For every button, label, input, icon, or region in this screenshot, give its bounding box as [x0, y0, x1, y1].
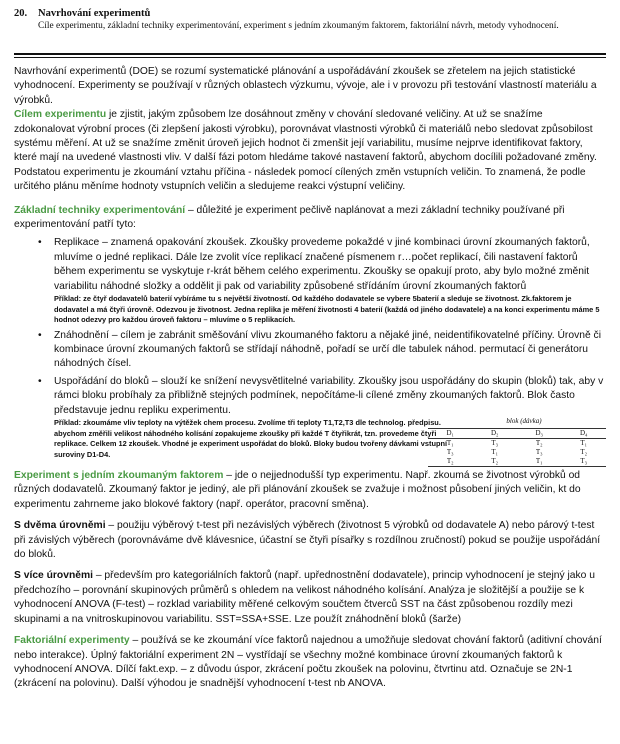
two-levels-paragraph [14, 519, 606, 562]
replication-example: Příklad: ze čtyř dodavatelů baterií vybíráme tu s největší životností. Od každého dodavatele se vybere 5baterií a sleduje se životnost. Zk.faktorem je dodavatel a má čtyři úrovně. Odezvou je životnost. Jedna replika je měření životnosti 4 baterií (každá od jiného dodavatele) a na konci experimentu máme 5 hodnot odezvy pro každou úroveň faktoru – mluvíme o 5 replikacích. [54, 294, 600, 325]
blocking-example-wrap [54, 417, 606, 466]
single-factor-paragraph [14, 469, 606, 512]
replication-text: Replikace – znamená opakování zkoušek. Zkoušky provedeme pokaždé v jiné kombinaci úrovní zkoumaných faktorů, mluvíme o jedné replikaci. Dále lze zvolit více replikací značené písmenem r…počet replikací, čili nastavení faktorů během experimentu se vyskytuje r-krát během celého experimentu. Zkoušky se opakují proto, aby bylo možné změnit variabilitu náhodné složky a oddělit ji pak od variability způsobené střídáním úrovní zkoumaných faktorů [54, 237, 590, 292]
table-cell: T₃ [446, 448, 454, 457]
header-title-row [14, 8, 606, 19]
randomization-text: Znáhodnění – cílem je zabránit směšování vlivu zkoumaného faktoru a nějaké jiné, neidentifikovatelné příčiny. Úrovně či kombinace úrovní zkoumaných faktorů se střídají náhodně, pořadí se určí dle tabulek náhod. permutací či generátoru náhodných čísel. [54, 329, 601, 370]
table-cell: T₂ [580, 448, 588, 457]
table-cell: T₂ [428, 457, 473, 467]
list-item-replication [14, 236, 606, 325]
section-subtitle: Cíle experimentu, základní techniky experimentování, experiment s jedním zkoumaným faktorem, faktoriální návrh, metody vyhodnocení. [38, 21, 559, 31]
blocking-text: Uspořádání do bloků – slouží ke snížení nevysvětlitelné variability. Zkoušky jsou uspořádány do skupin (bloků) tak, aby v rámci bloku probíhaly za přibližně stejných podmínek, nepočítáme-li cílené změny zkoumaných faktorů. Blok často představuje jednu repliku experimentu. [54, 375, 604, 416]
table-cell: T₃ [491, 439, 499, 448]
single-factor-text: – jde o nejjednodušší typ experimentu. Např. zkoumá se životnost výrobků od různých dodavatelů. Zkoumaný faktor je jediný, ale při plánování zkoušek se zvažuje i možnost působení jiných veličin, kt do experimentu zahrneme jako blokové faktory (např. operátor, pracovní směna). [14, 470, 581, 510]
table-header-cell: D₄ [562, 429, 607, 439]
more-levels-paragraph [14, 569, 606, 627]
more-levels-text: – především pro kategoriálních faktorů (např. upřednostnění dodavatele), princip vyhodnocení je stejný jako u předchozího – porovnání skupinových průměrů s ohledem na velikost náhodného kolísání. Analýza je složitější a použije se k vyhodnocení ANOVA (F-test) – rozklad variability měřené celkovým součtem čtverců SST na část způsobenou rozdíly mezi skupinami a na vnitroskupinovou variabilitu. SST=SSA+SSE. Lze použít znáhodnění bloků (šarže) [14, 570, 595, 625]
table-row [428, 457, 606, 467]
list-item-randomization [14, 329, 606, 372]
table-cell: T₂ [535, 439, 543, 448]
table-row [428, 439, 606, 449]
factorial-label: Faktoriální experimenty [14, 635, 130, 647]
more-levels-label: S více úrovněmi [14, 570, 93, 582]
document-body [14, 65, 606, 692]
bullet-icon: • [38, 329, 42, 341]
table-cell: T₁ [580, 439, 588, 448]
bullet-icon: • [38, 375, 42, 387]
table-cell: T₁ [491, 448, 499, 457]
table-cell: T₃ [562, 457, 607, 467]
section-number: 20. [14, 8, 28, 19]
factorial-text: – používá se ke zkoumání více faktorů najednou a umožňuje sledovat chování faktorů (aditivní chování nebo interakce). Úplný faktoriální experiment 2N – vystřídají se všechny možné kombinace úrovní zkoumaných faktorů k vyhodnocení ANOVA. Dílčí fakt.exp. – z důvodu úspor, zkrácení počtu zkoušek na polovinu, čtvrtinu atd. Označuje se 2N-1 (zkrácení na polovinu). Další výhodou je snadnější vyhodnocení t-test nb ANOVA. [14, 635, 602, 690]
techniques-label: Základní techniky experimentování [14, 204, 186, 216]
table-row [428, 429, 606, 439]
factorial-paragraph [14, 634, 606, 692]
header-rule [14, 53, 606, 58]
goal-label: Cílem experimentu [14, 109, 107, 121]
block-table-grid [428, 428, 606, 467]
table-cell: T₁ [446, 439, 454, 448]
goal-text: je zjistit, jakým způsobem lze dosáhnout změny v chování sledované veličiny. At už se snažíme zdokonalovat výrobní proces (či zlepšení jakosti výrobku), porovnávat vlastnosti výrobků či materiálů nebo sledovat způsobilost systému měření. At už se snažíme změnit úroveň jejich hodnot či zmenšit její variabilitu, musíme nejprve identifikovat faktory, které mají na uvedené vlastnosti vliv. V další fázi potom hledáme takové nastavení faktorů, abychom docílili požadované změny. [14, 109, 597, 164]
techniques-paragraph [14, 204, 606, 233]
blocking-example: Příklad: zkoumáme vliv teploty na výtěžek chem procesu. Zvolíme tři teploty T1,T2,T3 dle technolog. předpisu. abychom změřili velikost náhodného kolísání zopakujeme zkoušky při každé T čtyřikrát, tzn. provedeme čtyři replikace. Celkem 12 zkoušek. Vhodné je experiment uspořádat do bloků. Bloky budou tvořeny dávkami vstupní suroviny D1-D4. [54, 418, 448, 459]
single-factor-label: Experiment s jedním zkoumaným faktorem [14, 470, 224, 482]
table-header-cell: D₁ [428, 429, 473, 439]
list-item-blocking [14, 375, 606, 466]
techniques-text: – důležité je experiment pečlivě naplánovat a mezi základní techniky používané při experimentování patří tyto: [14, 204, 565, 231]
two-levels-text: – použiju výběrový t-test při nezávislých výběrech (životnost 5 výrobků od dodavatele A) nebo párový t-test při závislých výběrech (porovnáváme dvě klávesnice, účastní se čtyři písařky s rozdílnou zručností) pokud se použije uspořádání do bloků. [14, 520, 601, 561]
block-table-title: blok (dávka) [506, 417, 542, 426]
bullet-icon: • [38, 237, 42, 249]
table-cell: T₃ [535, 448, 543, 457]
intro-paragraph: Navrhování experimentů (DOE) se rozumí systematické plánování a uspořádávání zkoušek se zřetelem na jejich statistické vyhodnocení. Experimenty se používají v různých oblastech výzkumu, vývoje, ale i v provozu při testování vlastností materiálu a výrobků. [14, 66, 597, 106]
two-levels-label: S dvěma úrovněmi [14, 520, 106, 532]
section-title: Navrhování experimentů [38, 8, 151, 19]
document-header [14, 8, 606, 32]
techniques-list [14, 236, 606, 466]
essence-paragraph: Podstatou experimentu je zkoumání vztahu příčina - následek pomocí cílených změn vstupních veličin. To znamená, že podle určitého plánu měníme hodnoty vstupních veličin a sledujeme reakci výstupní veličiny. [14, 166, 586, 193]
block-table [428, 414, 606, 467]
table-cell: T₂ [473, 457, 518, 467]
goal-paragraph [14, 108, 606, 166]
table-header-cell: D₃ [517, 429, 562, 439]
table-header-cell: D₂ [473, 429, 518, 439]
table-row [428, 448, 606, 457]
table-cell: T₁ [517, 457, 562, 467]
